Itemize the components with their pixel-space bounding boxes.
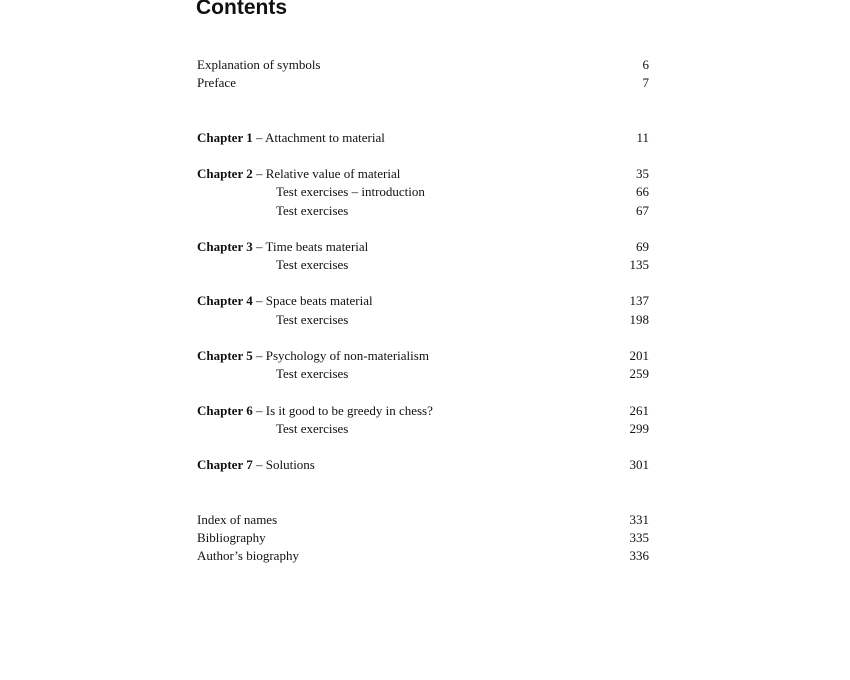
chapter-number: Chapter 4 [197,293,253,309]
table-of-contents [197,56,649,565]
subentry-label: Test exercises [276,366,349,382]
toc-subentry [197,183,649,201]
toc-entry-bibliography [197,529,649,547]
chapter-number: Chapter 6 [197,402,253,418]
chapter-title: Attachment to material [265,129,385,145]
toc-entry-label: Bibliography [197,529,266,545]
chapter-number: Chapter 3 [197,238,253,254]
chapter-number: Chapter 2 [197,166,253,182]
chapter-title: Is it good to be greedy in chess? [265,402,433,418]
toc-chapter-3: Chapter 3 – Time beats material 69 [197,238,649,256]
chapter-title: Space beats material [265,293,373,309]
toc-page-number: 331 [629,511,649,527]
toc-subentry [197,420,649,438]
toc-page-number: 261 [629,402,649,418]
toc-page-number: 201 [629,348,649,363]
toc-page-number: 66 [636,184,649,200]
toc-page-number: 135 [629,257,649,273]
page-title: Contents [196,0,287,19]
toc-page-number: 335 [629,529,649,545]
toc-page-number: 69 [636,238,649,254]
toc-page-number: 67 [636,202,649,218]
chapter-number: Chapter 5 [197,348,253,363]
toc-entry-explanation-of-symbols [197,56,649,74]
chapter-number: Chapter 7 [197,457,253,473]
toc-page-number: 7 [642,75,649,91]
toc-chapter-4: Chapter 4 – Space beats material 137 [197,292,649,310]
toc-subentry [197,256,649,274]
toc-entry-label: Explanation of symbols [197,57,321,72]
toc-page-number: 299 [629,420,649,436]
toc-entry-authors-biography [197,547,649,565]
toc-page-number: 6 [642,57,649,72]
toc-page-number: 137 [629,293,649,309]
subentry-label: Test exercises [276,202,349,218]
toc-chapter-1: Chapter 1 – Attachment to material 11 [197,129,649,147]
toc-page-number: 11 [636,129,649,145]
toc-entry-label: Author’s biography [197,548,299,564]
toc-entry-label: Index of names [197,511,278,527]
chapter-title: Time beats material [265,238,369,254]
toc-subentry [197,202,649,220]
chapter-title: Psychology of non-materialism [265,348,429,363]
toc-chapter-2: Chapter 2 – Relative value of material 35 [197,165,649,183]
toc-chapter-7: Chapter 7 – Solutions 301 [197,456,649,474]
toc-chapter-5: Chapter 5 – Psychology of non-materialism 201 [197,347,649,365]
chapter-title: Solutions [265,457,315,473]
subentry-label: Test exercises [276,257,349,273]
toc-subentry [197,365,649,383]
toc-page-number: 259 [629,366,649,382]
toc-page-number: 301 [629,457,649,473]
toc-page-number: 336 [629,548,649,564]
subentry-label: Test exercises – introduction [276,184,425,200]
subentry-label: Test exercises [276,420,349,436]
toc-subentry [197,311,649,329]
toc-entry-label: Preface [197,75,236,91]
toc-chapter-6: Chapter 6 – Is it good to be greedy in chess? 261 [197,402,649,420]
toc-entry-preface [197,74,649,92]
chapter-number: Chapter 1 [197,129,253,145]
toc-page-number: 35 [636,166,649,182]
toc-page-number: 198 [629,311,649,327]
chapter-title: Relative value of material [265,166,401,182]
subentry-label: Test exercises [276,311,349,327]
toc-entry-index-of-names [197,511,649,529]
